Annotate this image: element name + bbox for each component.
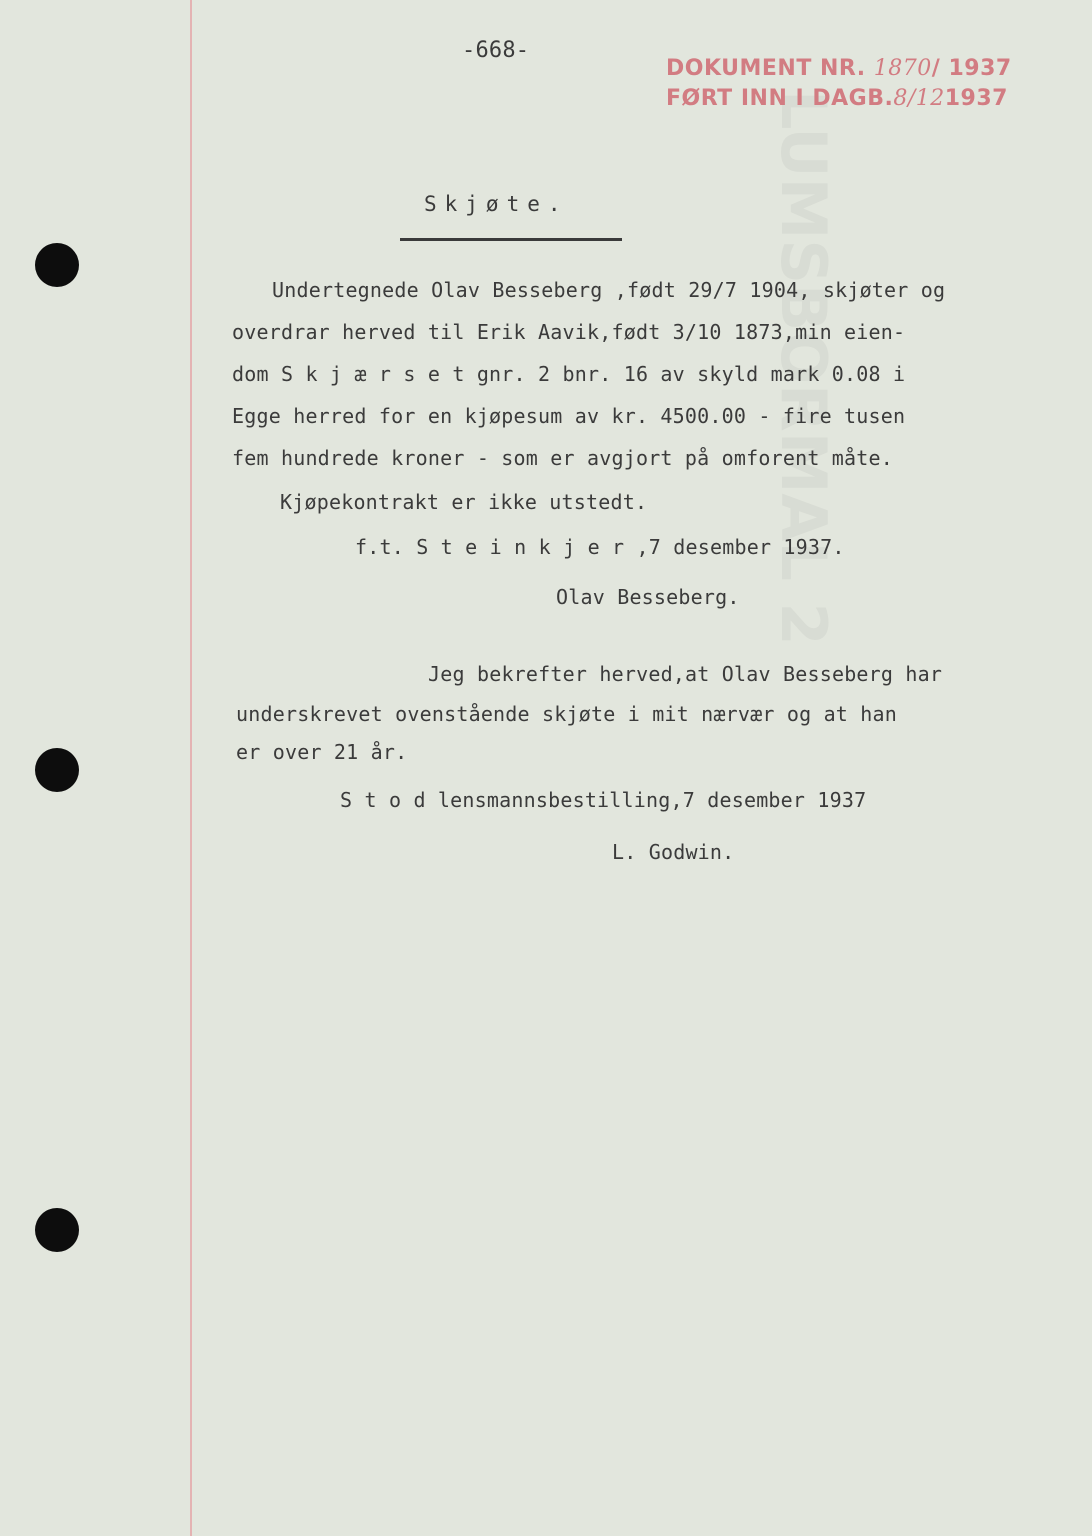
- page-number: -668-: [462, 38, 530, 63]
- title-underline: [400, 238, 622, 241]
- document-stamp-line2: FØRT INN I DAGB.8/121937: [666, 86, 1008, 111]
- body-line-1: Undertegnede Olav Besseberg ,født 29/7 1904, skjøter og: [272, 278, 946, 302]
- attest-line-2: underskrevet ovenstående skjøte i mit nærvær og at han: [236, 702, 898, 726]
- attest-place-date: S t o d lensmannsbestilling,7 desember 1937: [340, 788, 867, 812]
- body-line-2: overdrar herved til Erik Aavik,født 3/10 1873,min eien-: [232, 320, 906, 344]
- signature-seller: Olav Besseberg.: [556, 585, 740, 609]
- document-stamp-line1: DOKUMENT NR. 1870/ 1937: [666, 56, 1012, 81]
- contract-note: Kjøpekontrakt er ikke utstedt.: [280, 490, 648, 514]
- place-date: f.t. S t e i n k j e r ,7 desember 1937.: [355, 535, 845, 559]
- punch-hole-middle: [35, 748, 79, 792]
- body-line-5: fem hundrede kroner - som er avgjort på omforent måte.: [232, 446, 894, 470]
- body-line-3: dom S k j æ r s e t gnr. 2 bnr. 16 av skyld mark 0.08 i: [232, 362, 906, 386]
- punch-hole-bottom: [35, 1208, 79, 1252]
- red-margin-line: [190, 0, 192, 1536]
- watermark: LUMSBORMAL 2: [767, 90, 840, 646]
- attest-line-3: er over 21 år.: [236, 740, 408, 764]
- document-title: Skjøte.: [424, 192, 569, 216]
- body-line-4: Egge herred for en kjøpesum av kr. 4500.00 - fire tusen: [232, 404, 906, 428]
- attest-line-1: Jeg bekrefter herved,at Olav Besseberg har: [428, 662, 943, 686]
- signature-witness: L. Godwin.: [612, 840, 735, 864]
- punch-hole-top: [35, 243, 79, 287]
